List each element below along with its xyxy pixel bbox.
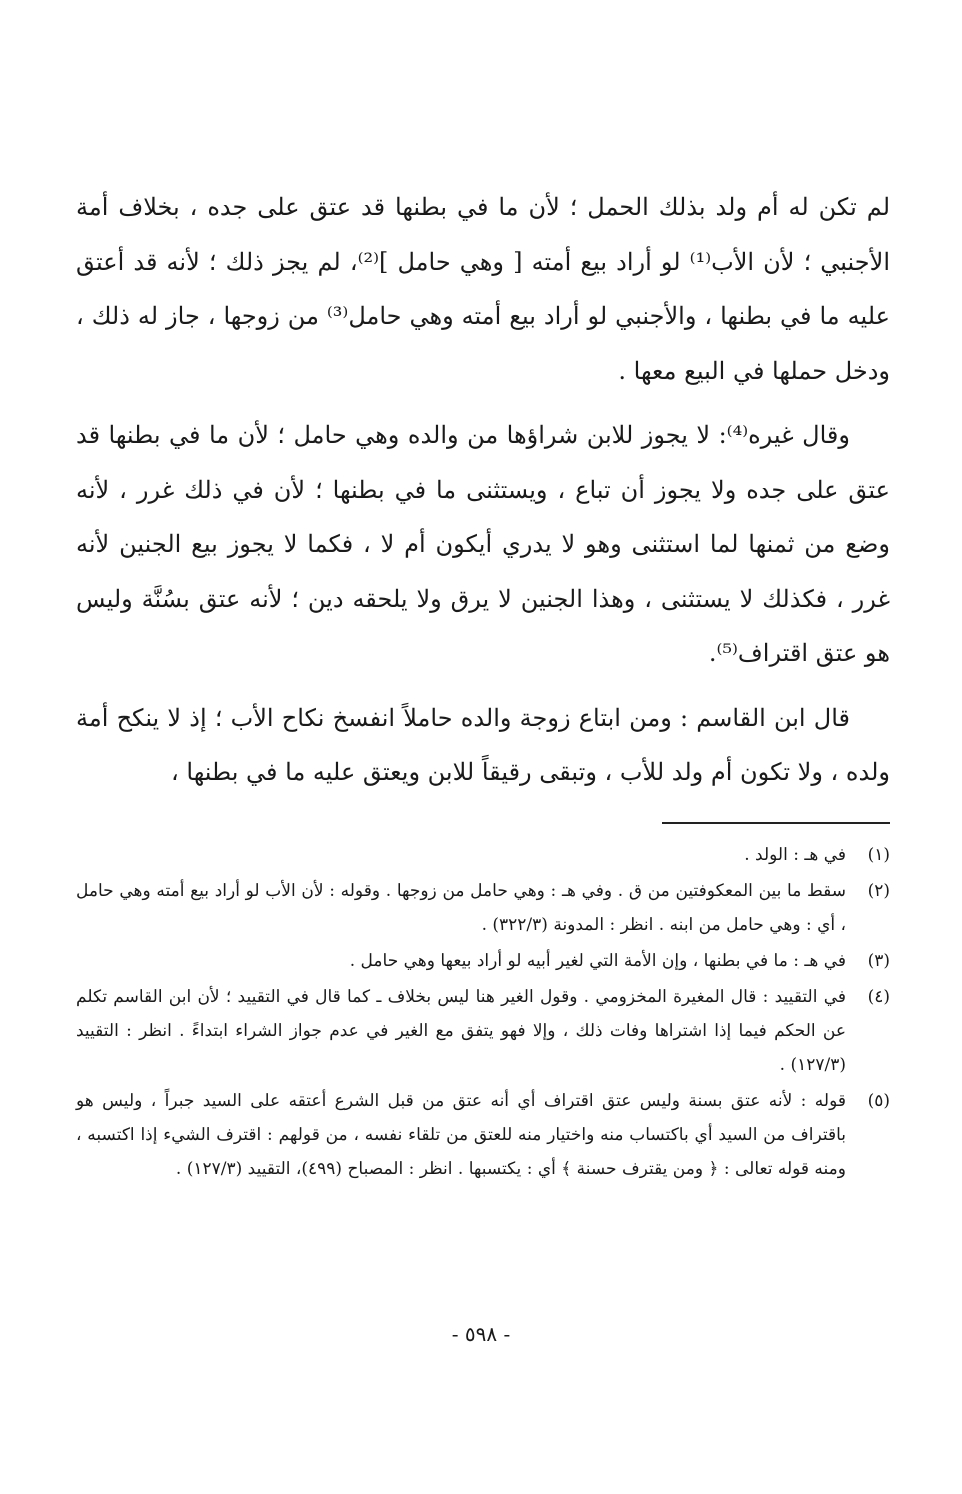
- page-number: - ٥٩٨ -: [451, 1322, 511, 1346]
- footnotes: [76, 838, 890, 1186]
- footnote-number: (٢): [867, 880, 890, 901]
- paragraph-1: لم تكن له أم ولد بذلك الحمل ؛ لأن ما في بطنها قد عتق على جده ، بخلاف أمة الأجنبي ؛ لأن الأب⁽¹⁾ لو أراد بيع أمته [ وهي حامل ]⁽²⁾، لم يجز ذلك ؛ لأنه قد أعتق عليه ما في بطنها ، والأجنبي لو أراد بيع أمته وهي حامل⁽³⁾ من زوجها ، جاز له ذلك ، ودخل حملها في البيع معها .: [76, 193, 891, 385]
- footnote-separator: [662, 822, 890, 824]
- footnote-4: [76, 980, 890, 1082]
- footnote-1: [76, 838, 890, 872]
- footnote-text: في هـ : الولد .: [744, 844, 846, 865]
- footnote-3: [76, 944, 890, 978]
- footnote-number: (٤): [867, 986, 890, 1007]
- footnote-number: (٥): [867, 1090, 890, 1111]
- footnote-2: [76, 874, 890, 942]
- footnote-text: سقط ما بين المعكوفتين من ق . وفي هـ : وهي حامل من زوجها . وقوله : لأن الأب لو أراد بيع أمته وهي حامل ، أي : وهي حامل من ابنه . انظر : المدونة (٣٢٢/٣) .: [76, 880, 846, 935]
- footnote-text: قوله : لأنه عتق بسنة وليس عتق اقتراف أي أنه عتق من قبل الشرع أعتقه على السيد جبراً ، وليس هو باقتراف من السيد أي باكتساب منه واختيار منه للعتق من تلقاء نفسه ، من قولهم : اقترف الشيء إذا اكتسبه ، ومنه قوله تعالى : ﴿ ومن يقترف حسنة ﴾ أي : يكتسبها . انظر : المصباح (٤٩٩)، التقييد (١٢٧/٣) .: [76, 1090, 846, 1179]
- page-content: [76, 180, 890, 1188]
- footnote-5: [76, 1084, 890, 1186]
- paragraph-3: قال ابن القاسم : ومن ابتاع زوجة والده حاملاً انفسخ نكاح الأب ؛ إذ لا ينكح أمة ولده ، ولا تكون أم ولد للأب ، وتبقى رقيقاً للابن ويعتق عليه ما في بطنها ،: [76, 703, 890, 786]
- paragraph-2: وقال غيره⁽⁴⁾: لا يجوز للابن شراؤها من والده وهي حامل ؛ لأن ما في بطنها قد عتق على جده ولا يجوز أن تباع ، ويستثنى ما في بطنها ؛ لأن في ذلك غرر ، لأنه وضع من ثمنها لما استثنى وهو لا يدري أيكون أم لا ، فكما لا يجوز بيع الجنين لأنه غرر ، فكذلك لا يستثنى ، وهذا الجنين لا يرق ولا يلحقه دين ؛ لأنه عتق بسُنَّة وليس هو عتق اقتراف⁽⁵⁾.: [76, 421, 890, 667]
- footnote-number: (١): [867, 844, 890, 865]
- footnote-number: (٣): [867, 950, 890, 971]
- footnote-text: في هـ : ما في بطنها ، وإن الأمة التي لغير أبيه لو أراد بيعها وهي حامل .: [349, 950, 846, 971]
- footnote-text: في التقييد : قال المغيرة المخزومي . وقول الغير هنا ليس بخلاف ـ كما قال في التقييد ؛ لأن ابن القاسم تكلم عن الحكم فيما إذا اشتراها وفات ذلك ، وإلا فهو يتفق مع الغير في عدم جواز الشراء ابتداءً . انظر : التقييد (١٢٧/٣) .: [76, 986, 846, 1075]
- main-text: [76, 180, 890, 800]
